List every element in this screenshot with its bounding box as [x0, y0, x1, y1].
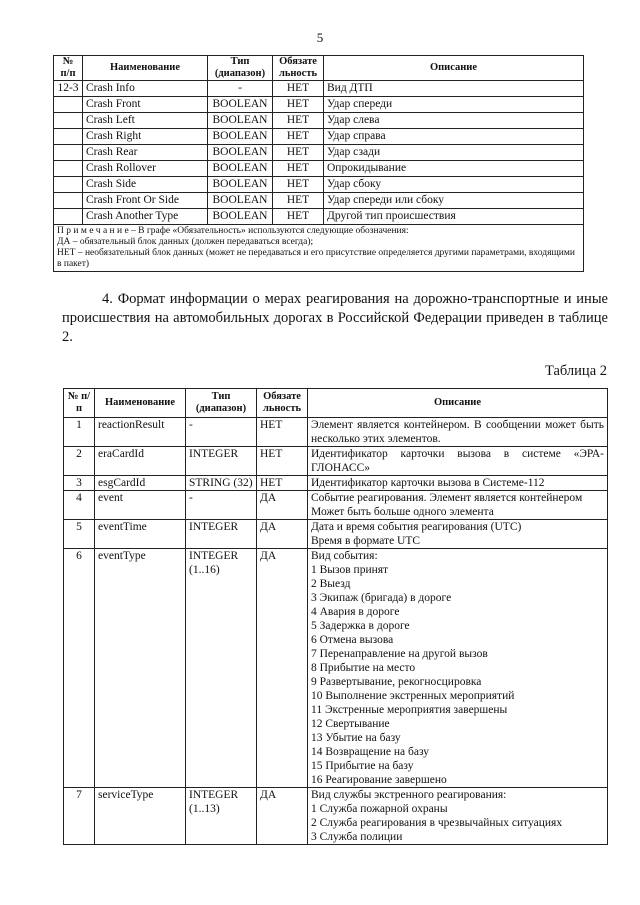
row-num — [54, 193, 83, 209]
table-row — [64, 549, 608, 788]
row-description — [308, 788, 608, 845]
row-description — [308, 447, 608, 476]
row-name: Crash Front — [83, 97, 208, 113]
note-line: НЕТ – необязательный блок данных (может не передаваться и его присутствие определяется другими параметрами, входящими в пакет) — [57, 248, 575, 269]
description-line: 6 Отмена вызова — [311, 634, 394, 646]
row-required: НЕТ — [273, 145, 324, 161]
row-type: INTEGER — [186, 520, 257, 549]
description-line: 11 Экстренные мероприятия завершены — [311, 704, 508, 716]
table-row — [54, 129, 584, 145]
row-description — [308, 418, 608, 447]
table-row — [54, 145, 584, 161]
row-required: НЕТ — [273, 81, 324, 97]
header-type: Тип (диапазон) — [186, 389, 257, 418]
table-row — [64, 788, 608, 845]
row-type: - — [208, 81, 273, 97]
table-row — [54, 177, 584, 193]
row-type: - — [186, 491, 257, 520]
description-line: 8 Прибытие на место — [311, 662, 416, 674]
row-description: Удар сбоку — [324, 177, 584, 193]
description-line: 15 Прибытие на базу — [311, 760, 414, 772]
description-line: 2 Служба реагирования в чрезвычайных ситуациях — [311, 817, 563, 829]
row-type: BOOLEAN — [208, 129, 273, 145]
paragraph-text: 4. Формат информации о мерах реагирования на дорожно-транспортные и иные происшествия на автомобильных дорогах в Российской Федерации приведен в таблице 2. — [62, 291, 608, 345]
table-row — [54, 193, 584, 209]
row-description: Опрокидывание — [324, 161, 584, 177]
table-header-row — [54, 56, 584, 81]
row-type: INTEGER (1..13) — [186, 788, 257, 845]
row-name: Crash Left — [83, 113, 208, 129]
row-required: ДА — [257, 491, 308, 520]
table-row — [54, 81, 584, 97]
row-description: Удар сзади — [324, 145, 584, 161]
note-line: ДА – обязательный блок данных (должен передаваться всегда); — [57, 237, 314, 247]
description-line: 14 Возвращение на базу — [311, 746, 430, 758]
row-required: НЕТ — [273, 113, 324, 129]
row-name: Crash Rear — [83, 145, 208, 161]
row-description: Удар слева — [324, 113, 584, 129]
row-num: 3 — [64, 476, 95, 491]
row-num: 5 — [64, 520, 95, 549]
header-num: № п/п — [54, 56, 83, 81]
description-line: 12 Свертывание — [311, 718, 390, 730]
row-num — [54, 129, 83, 145]
row-name: reactionResult — [95, 418, 186, 447]
description-line: 7 Перенаправление на другой вызов — [311, 648, 488, 660]
row-name: Crash Side — [83, 177, 208, 193]
row-name: Crash Right — [83, 129, 208, 145]
row-num — [54, 209, 83, 225]
row-name: eraCardId — [95, 447, 186, 476]
row-description: Удар справа — [324, 129, 584, 145]
row-name: event — [95, 491, 186, 520]
table-row — [64, 418, 608, 447]
description-line: Вид службы экстренного реагирования: — [311, 789, 507, 801]
row-name: Crash Info — [83, 81, 208, 97]
table-header-row — [64, 389, 608, 418]
table-row — [64, 491, 608, 520]
note-line: П р и м е ч а н и е – В графе «Обязательность» используются следующие обозначения: — [57, 226, 409, 236]
row-type: BOOLEAN — [208, 193, 273, 209]
description-line: 3 Экипаж (бригада) в дороге — [311, 592, 452, 604]
row-name: serviceType — [95, 788, 186, 845]
row-required: НЕТ — [273, 161, 324, 177]
description-line: Элемент является контейнером. В сообщении может быть несколько этих элементов. — [311, 419, 604, 445]
row-num — [54, 113, 83, 129]
header-name: Наименование — [95, 389, 186, 418]
row-name: eventTime — [95, 520, 186, 549]
reaction-format-table — [63, 388, 608, 845]
table-row — [54, 161, 584, 177]
description-line: 2 Выезд — [311, 578, 351, 590]
row-required: НЕТ — [257, 476, 308, 491]
header-description: Описание — [324, 56, 584, 81]
row-type: BOOLEAN — [208, 113, 273, 129]
row-type: BOOLEAN — [208, 177, 273, 193]
row-required: НЕТ — [273, 129, 324, 145]
description-line: 13 Убытие на базу — [311, 732, 401, 744]
row-required: ДА — [257, 520, 308, 549]
row-required: НЕТ — [257, 447, 308, 476]
crash-info-table — [53, 55, 584, 272]
description-line: Время в формате UTC — [311, 535, 421, 547]
row-type: INTEGER — [186, 447, 257, 476]
description-line: Может быть больше одного элемента — [311, 506, 494, 518]
row-num: 1 — [64, 418, 95, 447]
table-row — [54, 113, 584, 129]
table-row — [54, 209, 584, 225]
row-name: Crash Rollover — [83, 161, 208, 177]
row-required: НЕТ — [273, 193, 324, 209]
header-required: Обязате льность — [273, 56, 324, 81]
row-description: Вид ДТП — [324, 81, 584, 97]
row-type: BOOLEAN — [208, 209, 273, 225]
row-required: НЕТ — [273, 209, 324, 225]
description-line: Вид события: — [311, 550, 378, 562]
description-line: 4 Авария в дороге — [311, 606, 400, 618]
row-required: ДА — [257, 788, 308, 845]
description-line: Идентификатор карточки вызова в Системе-112 — [311, 477, 545, 489]
description-line: 16 Реагирование завершено — [311, 774, 447, 786]
description-line: 9 Развертывание, рекогносцировка — [311, 676, 482, 688]
body-paragraph — [62, 290, 608, 347]
row-type: INTEGER (1..16) — [186, 549, 257, 788]
row-description — [308, 549, 608, 788]
row-name: Crash Another Type — [83, 209, 208, 225]
table-note-row — [54, 225, 584, 272]
row-type: BOOLEAN — [208, 97, 273, 113]
description-line: Дата и время события реагирования (UTC) — [311, 521, 522, 533]
table-row — [64, 447, 608, 476]
row-num: 4 — [64, 491, 95, 520]
row-required: НЕТ — [273, 97, 324, 113]
table-row — [64, 520, 608, 549]
row-type: BOOLEAN — [208, 145, 273, 161]
row-num: 12-3 — [54, 81, 83, 97]
row-num — [54, 177, 83, 193]
row-name: eventType — [95, 549, 186, 788]
table-note — [54, 225, 584, 272]
row-description: Другой тип происшествия — [324, 209, 584, 225]
header-type: Тип (диапазон) — [208, 56, 273, 81]
row-required: НЕТ — [273, 177, 324, 193]
row-name: Crash Front Or Side — [83, 193, 208, 209]
table-row — [54, 97, 584, 113]
description-line: 1 Служба пожарной охраны — [311, 803, 448, 815]
row-description: Удар спереди или сбоку — [324, 193, 584, 209]
row-type: BOOLEAN — [208, 161, 273, 177]
description-line: 3 Служба полиции — [311, 831, 403, 843]
row-description — [308, 476, 608, 491]
row-description: Удар спереди — [324, 97, 584, 113]
row-num: 6 — [64, 549, 95, 788]
header-num: № п/п — [64, 389, 95, 418]
row-num — [54, 97, 83, 113]
row-num: 7 — [64, 788, 95, 845]
table-caption: Таблица 2 — [544, 363, 607, 379]
row-type: - — [186, 418, 257, 447]
header-description: Описание — [308, 389, 608, 418]
row-description — [308, 520, 608, 549]
page-number: 5 — [316, 30, 324, 45]
row-num — [54, 145, 83, 161]
row-type: STRING (32) — [186, 476, 257, 491]
description-line: 1 Вызов принят — [311, 564, 389, 576]
row-name: esgCardId — [95, 476, 186, 491]
row-required: НЕТ — [257, 418, 308, 447]
row-num: 2 — [64, 447, 95, 476]
description-line: Идентификатор карточки вызова в системе «ЭРА-ГЛОНАСС» — [311, 448, 604, 474]
row-description — [308, 491, 608, 520]
description-line: 5 Задержка в дороге — [311, 620, 410, 632]
row-num — [54, 161, 83, 177]
table-row — [64, 476, 608, 491]
row-required: ДА — [257, 549, 308, 788]
header-name: Наименование — [83, 56, 208, 81]
header-required: Обязате льность — [257, 389, 308, 418]
description-line: Событие реагирования. Элемент является контейнером — [311, 492, 583, 504]
description-line: 10 Выполнение экстренных мероприятий — [311, 690, 515, 702]
